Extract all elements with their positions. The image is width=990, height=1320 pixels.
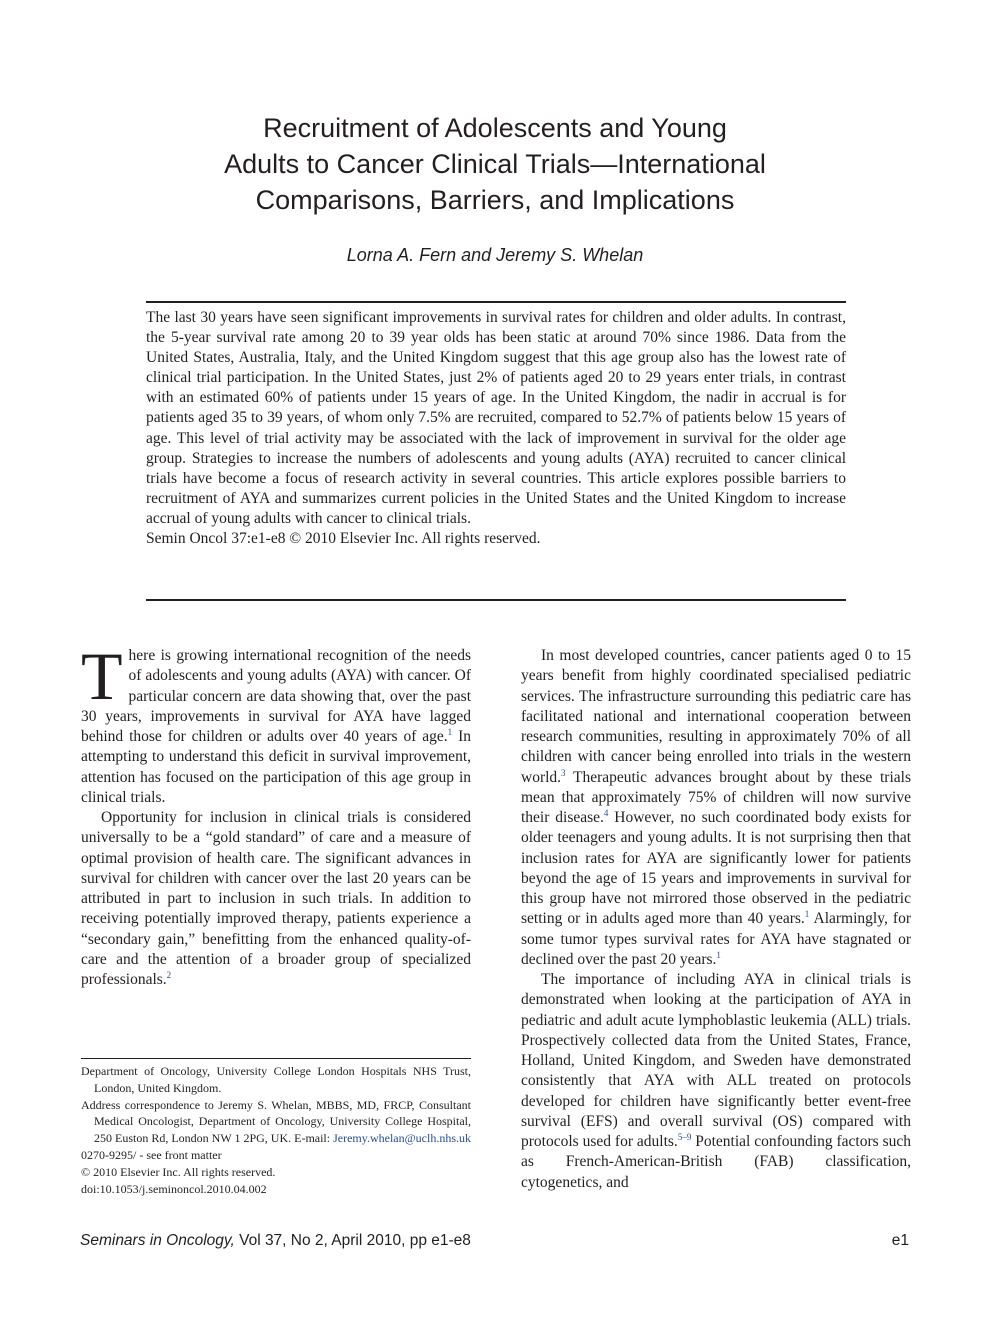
paragraph-text: Alarmingly, for some tumor types survival rates for AYA have stagnated or declined over the past 20 years.: [521, 910, 911, 968]
abstract-text: The last 30 years have seen significant improvements in survival rates for children and older adults. In contrast, the 5-year survival rate among 20 to 39 year olds has been static at around 70% since 1986. Data from the United States, Australia, Italy, and the United Kingdom suggest that this age group also has the lowest rate of clinical trial participation. In the United States, just 2% of patients aged 20 to 29 years enter trials, in contrast with an estimated 60% of patients under 15 years of age. In the United Kingdom, the nadir in accrual is for patients aged 35 to 39 years, of whom only 7.5% are recruited, compared to 52.7% of patients below 15 years of age. This level of trial activity may be associated with the lack of improvement in survival for the older age group. Strategies to increase the numbers of adolescents and young adults (AYA) recruited to cancer clinical trials have become a focus of research activity in several countries. This article explores possible barriers to recruitment of AYA and summarizes current policies in the United States and the United Kingdom to increase accrual of young adults with cancer to clinical trials.: [146, 309, 846, 527]
journal-issue: Vol 37, No 2, April 2010, pp e1-e8: [234, 1232, 471, 1249]
abstract-citation: Semin Oncol 37:e1-e8 © 2010 Elsevier Inc. All rights reserved.: [146, 530, 541, 548]
ref-link[interactable]: 3: [561, 767, 566, 778]
ref-link[interactable]: 1: [804, 909, 810, 920]
paragraph-text: However, no such coordinated body exists for older teenagers and young adults. It is not surprising then that inclusion rates for AYA are significantly lower for patients beyond the age of 15 years and improvements in survival for this group have not mirrored those observed in the pediatric setting or in adults aged more than 40 years.: [521, 809, 911, 928]
paragraph: [521, 970, 911, 1193]
page-number: e1: [891, 1232, 909, 1249]
correspondence-text: Address correspondence to Jeremy S. Whelan, MBBS, MD, FRCP, Consultant Medical Oncologist, Department of Oncology, University College Hospital, 250 Euston Rd, London NW 1 2PG, UK. E-mail:: [81, 1097, 471, 1146]
correspondence-note: [81, 1097, 471, 1147]
abstract-box: [146, 301, 846, 601]
issn-note: 0270-9295/ - see front matter: [81, 1147, 222, 1162]
ref-link[interactable]: 5–9: [677, 1132, 692, 1142]
title-line-2: Adults to Cancer Clinical Trials—International: [224, 149, 766, 179]
journal-footer: [80, 1232, 471, 1250]
paragraph-text: In most developed countries, cancer patients aged 0 to 15 years benefit from highly coordinated specialised pediatric services. The infrastructure surrounding this pediatric care has facilitated national and international cooperation between research communities, resulting in approximately 70% of all children with cancer being enrolled into trials in the western world.: [521, 647, 911, 786]
ref-link[interactable]: 4: [603, 808, 609, 818]
paragraph-text: Potential confounding factors such as French-American-British (FAB) classification, cytogenetics, and: [521, 1133, 911, 1191]
paragraph: [521, 646, 911, 970]
drop-cap: T: [81, 638, 123, 714]
paragraph-text: Therapeutic advances brought about by these trials mean that approximately 75% of children will now survive their disease.: [521, 768, 911, 826]
authors: Lorna A. Fern and Jeremy S. Whelan: [346, 245, 644, 265]
intro-paragraph: [81, 638, 471, 808]
title-line-1: Recruitment of Adolescents and Young: [263, 113, 727, 143]
footnotes: [81, 1058, 471, 1197]
intro-text-a: here is growing international recognition of the needs of adolescents and young adults (AYA) with cancer. Of particular concern are data showing that, over the past 30 years, improvements in survival for AYA have lagged behind those for children or adults over 40 years of age.: [81, 647, 471, 745]
ref-link[interactable]: 1: [447, 727, 453, 737]
title-line-3: Comparisons, Barriers, and Implications: [255, 185, 735, 215]
article-title: [120, 110, 870, 218]
left-column: [81, 638, 471, 990]
paragraph-text: Opportunity for inclusion in clinical trials is considered universally to be a “gold standard” of care and a measure of optimal provision of health care. The significant advances in survival for children with cancer over the last 20 years can be attributed in part to inclusion in such trials. In addition to receiving potentially improved therapy, patients experience a “secondary gain,” benefitting from the enhanced quality-of-care and the attention of a broader group of specialized professionals.: [81, 809, 471, 988]
paragraph-text: The importance of including AYA in clinical trials is demonstrated when looking at the participation of AYA in pediatric and adult acute lymphoblastic leukemia (ALL) trials. Prospectively collected data from the United States, France, Holland, United Kingdom, and Sweden have demonstrated consistently that AYA with ALL treated on protocols developed for children have significantly better event-free survival (EFS) and overall survival (OS) compared with protocols used for adults.: [521, 971, 911, 1150]
email-link[interactable]: Jeremy.whelan@uclh.nhs.uk: [333, 1131, 472, 1146]
paragraph: [81, 808, 471, 990]
right-column: [521, 646, 911, 1193]
intro-text-b: In attempting to understand this deficit in survival improvement, attention has focused on the participation of this age group in clinical trials.: [81, 728, 471, 806]
ref-link[interactable]: 2: [166, 970, 172, 980]
doi-note: doi:10.1053/j.seminoncol.2010.04.002: [81, 1181, 267, 1196]
copyright-note: © 2010 Elsevier Inc. All rights reserved.: [81, 1164, 276, 1179]
journal-name: Seminars in Oncology,: [80, 1232, 235, 1249]
ref-link[interactable]: 1: [716, 949, 721, 960]
affiliation-note: Department of Oncology, University College London Hospitals NHS Trust, London, United Kingdom.: [81, 1064, 471, 1095]
